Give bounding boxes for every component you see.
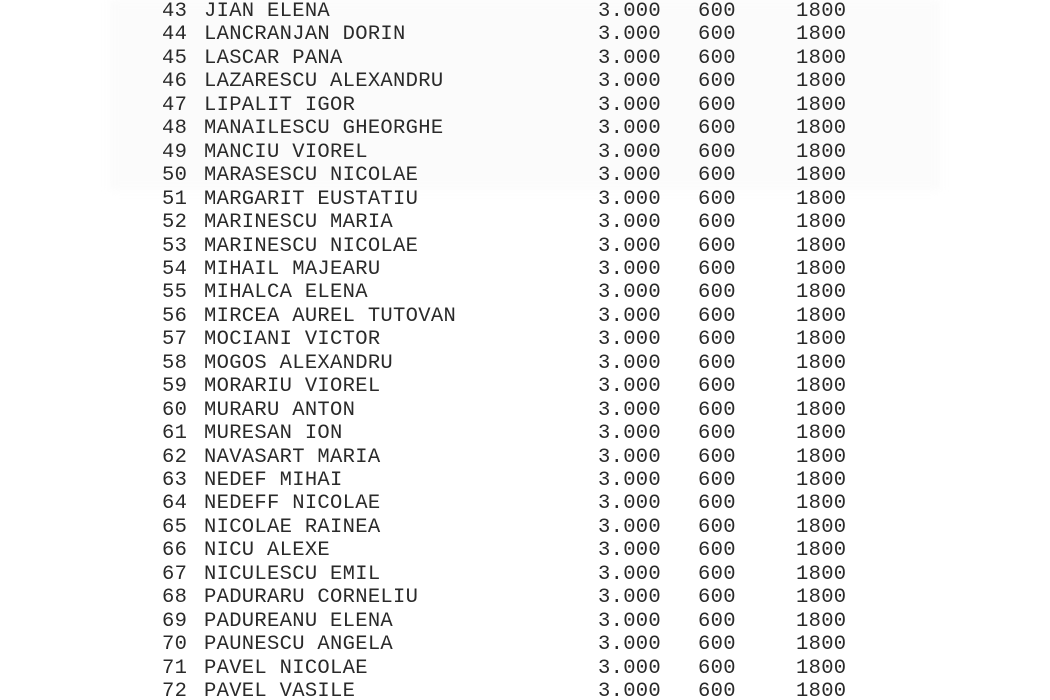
table-row [0,539,1050,563]
value-column-1: 3.000 [598,211,662,235]
value-column-1: 3.000 [598,23,662,47]
value-column-1: 3.000 [598,515,662,539]
value-column-3: 1800 [796,117,847,141]
value-column-3: 1800 [796,469,847,492]
value-column-1: 3.000 [598,234,662,258]
table-row [0,235,1050,259]
person-name: MORARIU VIOREL [204,375,381,399]
value-column-2: 600 [698,398,736,422]
row-number: 65 [162,515,188,539]
person-name: MIHALCA ELENA [204,281,368,305]
value-column-2: 600 [698,562,736,586]
table-row [0,516,1050,540]
person-name: PAVEL NICOLAE [204,656,368,680]
row-number: 58 [162,351,188,375]
table-row [0,258,1050,282]
value-column-1: 3.000 [598,469,662,492]
value-column-2: 600 [698,0,736,23]
person-name: PAVEL VASILE [204,680,356,700]
table-row [0,610,1050,634]
value-column-2: 600 [698,492,736,516]
value-column-1: 3.000 [598,609,662,633]
row-number: 50 [162,164,188,188]
value-column-1: 3.000 [598,586,662,610]
person-name: MIRCEA AUREL TUTOVAN [204,304,457,328]
value-column-3: 1800 [796,539,847,563]
value-column-3: 1800 [796,328,847,352]
person-name: MARASESCU NICOLAE [204,164,419,188]
value-column-3: 1800 [796,633,847,657]
value-column-2: 600 [698,164,736,188]
row-number: 59 [162,375,188,399]
value-column-3: 1800 [796,70,847,94]
value-column-2: 600 [698,234,736,258]
value-column-1: 3.000 [598,0,662,23]
person-name: LANCRANJAN DORIN [204,23,406,47]
value-column-2: 600 [698,117,736,141]
person-name: NICULESCU EMIL [204,562,381,586]
person-name: MARINESCU NICOLAE [204,234,419,258]
value-column-3: 1800 [796,680,847,700]
row-number: 70 [162,633,188,657]
row-number: 67 [162,562,188,586]
person-name: MANAILESCU GHEORGHE [204,117,444,141]
person-name: JIAN ELENA [204,0,331,23]
row-number: 54 [162,257,188,281]
table-row [0,375,1050,399]
value-column-2: 600 [698,257,736,281]
row-number: 43 [162,0,188,23]
value-column-3: 1800 [796,492,847,516]
row-number: 49 [162,140,188,164]
value-column-3: 1800 [796,562,847,586]
person-name: MOGOS ALEXANDRU [204,351,394,375]
value-column-2: 600 [698,328,736,352]
table-row [0,469,1050,493]
table-row [0,328,1050,352]
value-column-1: 3.000 [598,187,662,211]
value-column-1: 3.000 [598,656,662,680]
table-row [0,117,1050,141]
value-column-3: 1800 [796,164,847,188]
person-name: NICU ALEXE [204,539,331,563]
row-number: 66 [162,539,188,563]
table-row [0,305,1050,329]
person-name: MOCIANI VICTOR [204,328,381,352]
value-column-2: 600 [698,23,736,47]
value-column-3: 1800 [796,375,847,399]
value-column-1: 3.000 [598,539,662,563]
person-name: NEDEFF NICOLAE [204,492,381,516]
value-column-1: 3.000 [598,304,662,328]
value-column-1: 3.000 [598,562,662,586]
person-name: NEDEF MIHAI [204,469,343,492]
value-column-1: 3.000 [598,117,662,141]
value-column-2: 600 [698,515,736,539]
row-number: 68 [162,586,188,610]
value-column-2: 600 [698,70,736,94]
value-column-3: 1800 [796,140,847,164]
table-row [0,680,1050,700]
value-column-2: 600 [698,140,736,164]
table-row [0,70,1050,94]
value-column-3: 1800 [796,281,847,305]
value-column-1: 3.000 [598,351,662,375]
person-name: MARGARIT EUSTATIU [204,187,419,211]
value-column-2: 600 [698,609,736,633]
row-number: 57 [162,328,188,352]
person-name: LAZARESCU ALEXANDRU [204,70,444,94]
person-name: MURESAN ION [204,422,343,446]
row-number: 47 [162,93,188,117]
table-row [0,657,1050,681]
row-number: 71 [162,656,188,680]
row-number: 53 [162,234,188,258]
table-row [0,563,1050,587]
table-row [0,188,1050,212]
table-row [0,23,1050,47]
person-name: PADUREANU ELENA [204,609,394,633]
value-column-1: 3.000 [598,680,662,700]
value-column-1: 3.000 [598,375,662,399]
value-column-3: 1800 [796,234,847,258]
table-row [0,422,1050,446]
value-column-2: 600 [698,445,736,469]
value-column-3: 1800 [796,445,847,469]
table-row [0,399,1050,423]
row-number: 51 [162,187,188,211]
table-row [0,281,1050,305]
value-column-1: 3.000 [598,93,662,117]
table-row [0,633,1050,657]
person-name: NAVASART MARIA [204,445,381,469]
value-column-2: 600 [698,375,736,399]
value-column-3: 1800 [796,23,847,47]
value-column-1: 3.000 [598,633,662,657]
table-row [0,352,1050,376]
table-row [0,211,1050,235]
value-column-2: 600 [698,422,736,446]
value-column-2: 600 [698,46,736,70]
person-name: LASCAR PANA [204,46,343,70]
row-number: 60 [162,398,188,422]
table-row [0,94,1050,118]
value-column-2: 600 [698,469,736,492]
person-name: MIHAIL MAJEARU [204,257,381,281]
value-column-3: 1800 [796,304,847,328]
row-number: 72 [162,680,188,700]
person-name: MANCIU VIOREL [204,140,368,164]
table-row [0,446,1050,470]
value-column-2: 600 [698,351,736,375]
table-row [0,141,1050,165]
value-column-3: 1800 [796,351,847,375]
value-column-1: 3.000 [598,398,662,422]
value-column-2: 600 [698,211,736,235]
table-row [0,492,1050,516]
value-column-1: 3.000 [598,445,662,469]
row-number: 61 [162,422,188,446]
value-column-1: 3.000 [598,422,662,446]
row-number: 55 [162,281,188,305]
value-column-1: 3.000 [598,140,662,164]
value-column-2: 600 [698,680,736,700]
value-column-1: 3.000 [598,46,662,70]
table-row [0,586,1050,610]
table-row [0,47,1050,71]
row-number: 64 [162,492,188,516]
value-column-1: 3.000 [598,492,662,516]
value-column-1: 3.000 [598,328,662,352]
value-column-2: 600 [698,304,736,328]
row-number: 45 [162,46,188,70]
value-column-2: 600 [698,539,736,563]
row-number: 69 [162,609,188,633]
table-row [0,164,1050,188]
value-column-3: 1800 [796,46,847,70]
value-column-1: 3.000 [598,164,662,188]
row-number: 46 [162,70,188,94]
value-column-2: 600 [698,187,736,211]
row-number: 62 [162,445,188,469]
value-column-3: 1800 [796,257,847,281]
value-column-2: 600 [698,586,736,610]
value-column-3: 1800 [796,515,847,539]
value-column-1: 3.000 [598,281,662,305]
value-column-3: 1800 [796,609,847,633]
value-column-3: 1800 [796,0,847,23]
person-name: LIPALIT IGOR [204,93,356,117]
row-number: 44 [162,23,188,47]
row-number: 48 [162,117,188,141]
row-number: 52 [162,211,188,235]
value-column-1: 3.000 [598,70,662,94]
value-column-1: 3.000 [598,257,662,281]
value-column-3: 1800 [796,187,847,211]
value-column-3: 1800 [796,398,847,422]
person-name: MARINESCU MARIA [204,211,394,235]
person-name: PADURARU CORNELIU [204,586,419,610]
value-column-3: 1800 [796,422,847,446]
person-name: MURARU ANTON [204,398,356,422]
value-column-3: 1800 [796,656,847,680]
value-column-2: 600 [698,93,736,117]
person-name: NICOLAE RAINEA [204,515,381,539]
value-column-2: 600 [698,281,736,305]
value-column-3: 1800 [796,211,847,235]
row-number: 63 [162,469,188,492]
row-number: 56 [162,304,188,328]
value-column-3: 1800 [796,586,847,610]
value-column-3: 1800 [796,93,847,117]
value-column-2: 600 [698,633,736,657]
value-column-2: 600 [698,656,736,680]
table-row [0,0,1050,24]
person-name: PAUNESCU ANGELA [204,633,394,657]
